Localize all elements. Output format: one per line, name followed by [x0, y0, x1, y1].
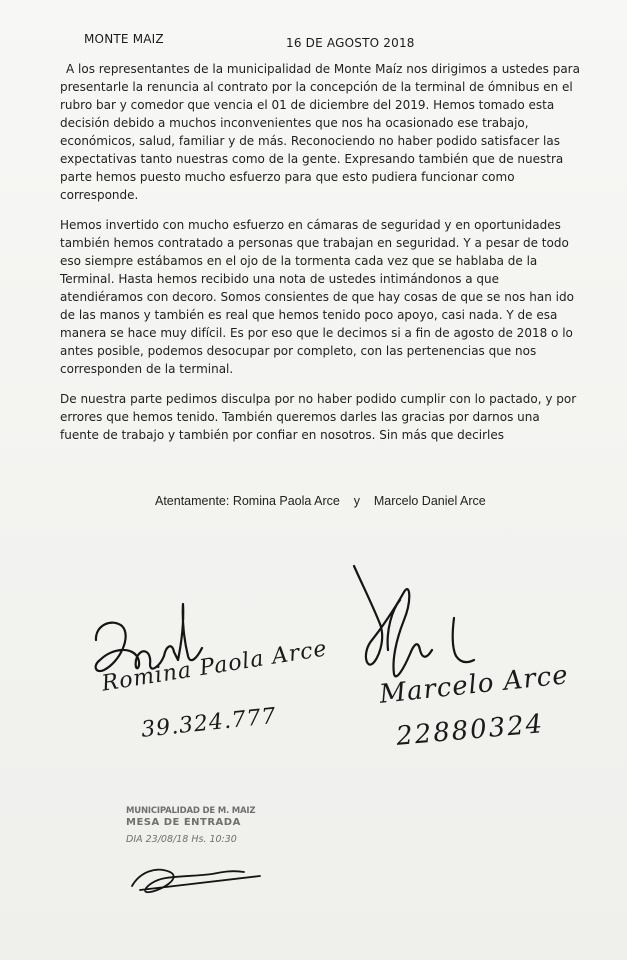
handwritten-name-2: Marcelo Arce [378, 660, 570, 710]
stamp-line-1: MUNICIPALIDAD DE M. MAIZ [126, 806, 256, 816]
handwritten-dni-1: 39.324.777 [140, 703, 278, 743]
stamp-line-2: MESA DE ENTRADA [126, 817, 241, 828]
paragraph-3: De nuestra parte pedimos disculpa por no haber podido cumplir con lo pactado, y por errores que hemos tenido. También queremos darles las gracias por darnos una fuente de trabajo y también por confiar en nosotros. Sin más que decirles [60, 392, 577, 442]
paragraph-2: Hemos invertido con mucho esfuerzo en cámaras de seguridad y en oportunidades también hemos contratado a personas que trabajan en seguridad. Y a pesar de todo eso siempre estábamos en el ojo de la tormenta cada vez que se hablaba de la Terminal. Hasta hemos recibido una nota de ustedes intimándonos a que atendiéramos con decoro. Somos consientes de que hay cosas de que se nos han ido de las manos y también es real que hemos tenido poco apoyo, casi nada. Y de esa manera se hace muy difícil. Es por eso que le decimos si a fin de agosto de 2018 o lo antes posible, podemos desocupar por completo, con las pertenencias que nos corresponden de la terminal. [60, 218, 574, 376]
handwritten-dni-2: 22880324 [395, 709, 546, 752]
stamp-signature-scribble [132, 870, 260, 893]
letter-date: 16 DE AGOSTO 2018 [286, 36, 415, 50]
paragraph-1: A los representantes de la municipalidad de Monte Maíz nos dirigimos a ustedes para presentarle la renuncia al contrato por la concepción de la terminal de ómnibus en el rubro bar y comedor que vencia el 01 de diciembre del 2019. Hemos tomado esta decisión debido a muchos inconvenientes que nos ha ocasionado ese trabajo, económicos, salud, familiar y de más. Reconociendo no haber podido satisfacer las expectativas tanto nuestras como de la gente. Expresando también que de nuestra parte hemos puesto mucho esfuerzo para que esto pudiera funcionar como corresponde. [60, 62, 580, 202]
letter-place: MONTE MAIZ [84, 32, 164, 46]
reception-stamp [126, 806, 296, 845]
signature-2-scribble [354, 566, 474, 676]
handwritten-name-1: Romina Paola Arce [100, 636, 330, 697]
closing-line: Atentamente: Romina Paola Arce y Marcelo Daniel Arce [155, 494, 486, 508]
stamp-line-3: DIA 23/08/18 Hs. 10:30 [126, 834, 237, 845]
